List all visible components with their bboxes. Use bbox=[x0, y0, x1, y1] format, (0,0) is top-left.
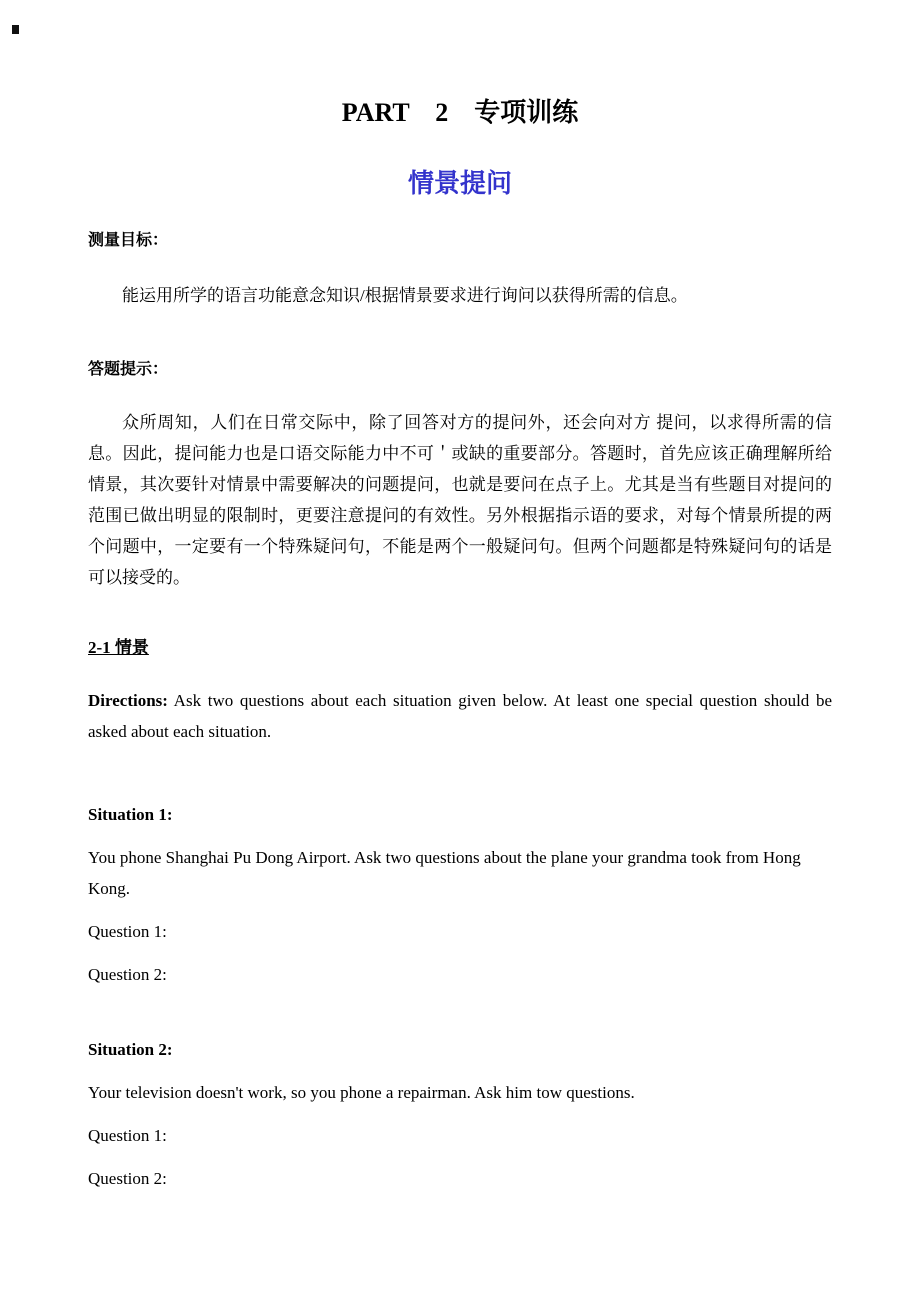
situation-2-block bbox=[88, 1034, 832, 1194]
situation-2-label: Situation 2: bbox=[88, 1040, 173, 1059]
page-subtitle: 情景提问 bbox=[407, 168, 512, 198]
stray-ink-mark bbox=[12, 25, 19, 34]
tips-heading: 答题提示： bbox=[88, 361, 169, 378]
tips-body: 众所周知，人们在日常交际中，除了回答对方的提问外，还会向对方 提问，以求得所需的信息。因此，提问能力也是口语交际能力中不可＇或缺的重要部分。答题时，首先应该正确理解所给情景，其次要针对情景中需要解决的问题提问，也就是要问在点子上。尤其是当有些题目对提问的范围已做出明显的限制时，更要注意提问的有效性。另外根据指示语的要求，对每个情景所提的两个问题中，一定要有一个特殊疑问句，不能是两个一般疑问句。但两个问题都是特殊疑问句的话是可以接受的。 bbox=[88, 413, 832, 587]
situation-2-question-2: Question 2: bbox=[88, 1169, 167, 1188]
situation-2-text: Your television doesn't work, so you phone a repairman. Ask him tow questions. bbox=[88, 1083, 635, 1102]
directions-text: Ask two questions about each situation given below. At least one special question should be asked about each situation. bbox=[88, 691, 832, 741]
directions-paragraph bbox=[88, 685, 832, 747]
goal-heading: 测量目标： bbox=[88, 232, 169, 249]
situation-1-question-2: Question 2: bbox=[88, 965, 167, 984]
situation-1-question-1: Question 1: bbox=[88, 922, 167, 941]
section-2-1-heading bbox=[88, 637, 832, 659]
situation-1-block bbox=[88, 799, 832, 990]
situation-2-question-1: Question 1: bbox=[88, 1126, 167, 1145]
page-title: PART 2 专项训练 bbox=[341, 98, 579, 127]
goal-body: 能运用所学的语言功能意念知识/根据情景要求进行询问以获得所需的信息。 bbox=[122, 286, 688, 305]
situation-1-label: Situation 1: bbox=[88, 805, 173, 824]
directions-label: Directions: bbox=[88, 691, 168, 710]
situation-1-text: You phone Shanghai Pu Dong Airport. Ask two questions about the plane your grandma took from Hong Kong. bbox=[88, 848, 801, 898]
section-2-1-heading-text: 2-1 情景 bbox=[88, 638, 149, 657]
